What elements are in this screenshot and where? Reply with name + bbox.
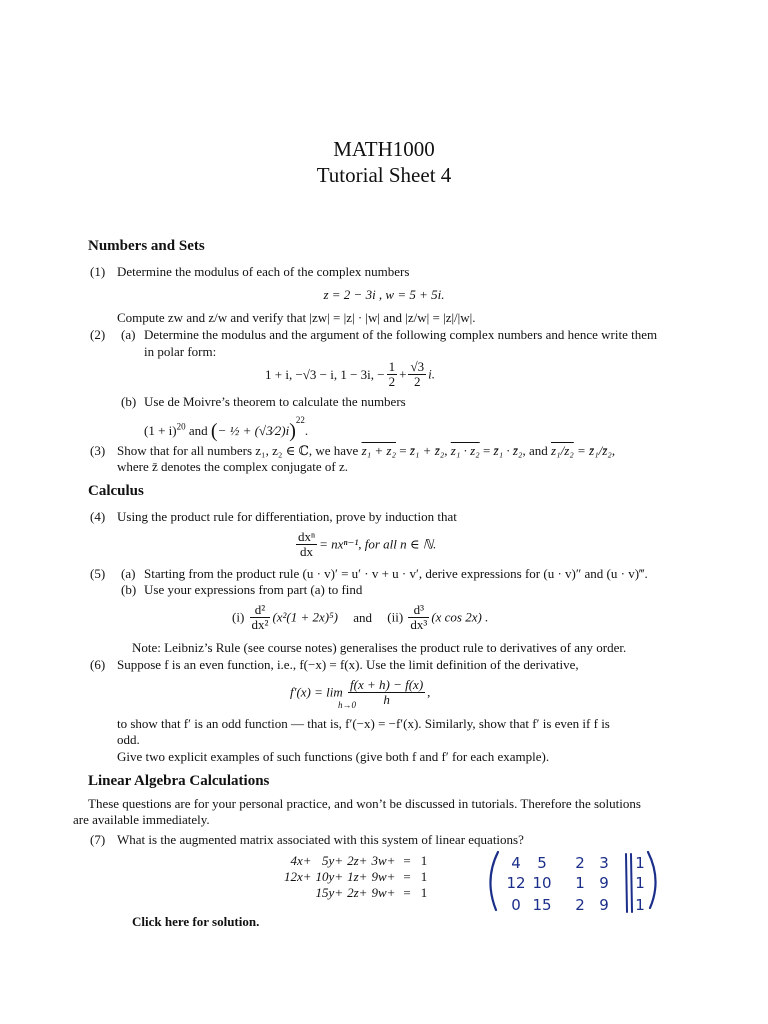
derivative-definition: [290, 678, 430, 707]
fraction: [348, 678, 425, 707]
term: 3w+: [371, 853, 396, 868]
question-1-compute: Compute zw and z/w and verify that |zw| = |z| · |w| and |z/w| = |z|/|w|.: [117, 310, 476, 325]
term: 2z+: [347, 853, 368, 868]
question-6-text: Suppose f is an even function, i.e., f(−x) = f(x). Use the limit definition of the derivative,: [117, 657, 579, 672]
exponent: 20: [176, 421, 186, 432]
question-number: (6): [90, 657, 106, 672]
fraction-denominator: h: [383, 692, 390, 707]
sheet-title: Tutorial Sheet 4: [316, 163, 452, 187]
handwritten-cell: 9: [599, 896, 609, 914]
question-5b-expressions: [232, 603, 488, 632]
solution-link[interactable]: Click here for solution.: [132, 914, 260, 929]
fraction-denominator: dx²: [251, 617, 269, 632]
fraction: [387, 360, 398, 389]
subpart-label: (a): [121, 327, 136, 342]
fraction-denominator: dx: [300, 544, 314, 559]
question-7-text: What is the augmented matrix associated with this system of linear equations?: [117, 832, 524, 847]
question-3-text: Show that for all numbers z₁, z₂ ∈ ℂ, we have z₁ + z₂ = z̄₁ + z̄₂, z₁ · z₂ = z̄₁ · z̄₂, and z₁/z₂ = z̄₁/z̄₂,: [117, 443, 616, 458]
equals: =: [403, 885, 411, 900]
equation-row: [282, 869, 429, 885]
fraction-numerator: 1: [388, 359, 396, 374]
imaginary-unit: i.: [428, 366, 435, 382]
question-3-intro: Show that for all numbers z₁, z₂ ∈ ℂ, we have: [117, 443, 359, 458]
handwritten-cell: 1: [635, 896, 645, 914]
handwritten-cell: 0: [511, 896, 521, 914]
fraction: [250, 603, 271, 632]
product-of-conjugates: z̄₁ · z̄₂: [493, 443, 523, 458]
left-paren-stroke: [490, 852, 498, 910]
term: 9w+: [371, 885, 396, 900]
question-number: (4): [90, 509, 106, 524]
equation-rhs: = nxⁿ⁻¹, for all n ∈ ℕ.: [319, 536, 437, 552]
linalg-intro-cont: are available immediately.: [73, 812, 210, 827]
question-number: (7): [90, 832, 106, 847]
limit-subscript: h→0: [338, 700, 356, 710]
handwritten-cell: 9: [599, 874, 609, 892]
question-2a-numbers: 1 + i, −√3 − i, 1 − 3i, −: [265, 366, 385, 382]
term: [282, 885, 314, 901]
rhs: 1: [420, 869, 428, 884]
handwritten-cell: 15: [532, 896, 552, 914]
section-heading-numbers: Numbers and Sets: [88, 238, 205, 254]
fraction-numerator: dxⁿ: [298, 529, 316, 544]
handwritten-cell: 3: [599, 854, 609, 872]
right-paren-stroke: [648, 852, 656, 908]
question-number: (2): [90, 327, 106, 342]
item-label: (i): [232, 609, 245, 625]
conjugate-product: z₁ · z₂: [450, 443, 480, 458]
sheet-course-code: MATH1000: [333, 137, 435, 161]
equals: =: [399, 443, 410, 458]
section-heading-calculus: Calculus: [88, 483, 144, 499]
question-number: (3): [90, 443, 106, 458]
conjugate-quotient: z₁/z₂: [551, 443, 574, 458]
handwritten-cell: 10: [532, 874, 552, 892]
term: 4x+: [290, 853, 312, 868]
term: 9w+: [371, 869, 396, 884]
question-2a-text: Determine the modulus and the argument of the following complex numbers and hence write them: [144, 327, 658, 342]
handwritten-cell: 12: [506, 874, 526, 892]
comma: ,: [427, 684, 431, 700]
subpart-label: (a): [121, 566, 136, 581]
question-number: (1): [90, 264, 106, 279]
question-5b-text: Use your expressions from part (a) to find: [144, 582, 363, 597]
handwritten-cell: 2: [575, 896, 585, 914]
expr-1-plus-i: (1 + i): [144, 423, 177, 438]
handwritten-augmented-matrix: [480, 846, 670, 916]
subpart-label: (b): [121, 394, 137, 409]
augment-bar-stroke: [626, 854, 627, 912]
handwritten-cell: 1: [575, 874, 585, 892]
section-heading-linalg: Linear Algebra Calculations: [88, 773, 270, 789]
fraction-denominator: 2: [388, 374, 396, 389]
question-2a-equation: [265, 360, 435, 389]
expression-ii: (x cos 2x) .: [431, 609, 489, 625]
question-2b-equation: $(1 + i)^{20}$ and (− ½ + (√3⁄2)i)$^{22}$.: [144, 415, 309, 442]
and-word: and: [353, 609, 373, 625]
linalg-intro: These questions are for your personal practice, and won’t be discussed in tutorials. Therefore the solutions: [88, 796, 641, 811]
handwritten-cell: 2: [575, 854, 585, 872]
question-1-equation: z = 2 − 3i , w = 5 + 5i.: [323, 287, 445, 302]
question-2b-text: Use de Moivre’s theorem to calculate the numbers: [144, 394, 406, 409]
fraction-numerator: f(x + h) − f(x): [350, 677, 424, 692]
term: 15y+: [315, 885, 344, 900]
fraction: [408, 360, 426, 389]
question-6-text-2: to show that f′ is an odd function — that is, f′(−x) = −f′(x). Similarly, show that f′ is even if f is: [117, 716, 610, 731]
subpart-label: (b): [121, 582, 137, 597]
conjugate-sum: z₁ + z₂: [361, 443, 396, 458]
augment-bar-stroke: [631, 854, 632, 912]
question-2a-text-cont: in polar form:: [144, 344, 217, 359]
handwritten-cells: [506, 854, 644, 914]
rhs: 1: [420, 853, 428, 868]
question-5a-text: Starting from the product rule (u · v)′ = u′ · v + u · v′, derive expressions for (u · v)″ and (u · v)‴.: [144, 566, 648, 581]
handwritten-cell: 5: [537, 854, 547, 872]
sum-of-conjugates: z̄₁ + z̄₂: [409, 443, 445, 458]
and-word: and: [185, 423, 211, 438]
fraction: [408, 603, 429, 632]
fraction-numerator: √3: [410, 359, 425, 374]
question-number: (5): [90, 566, 106, 581]
expr-inner: − ½ + (√3⁄2)i: [217, 423, 290, 438]
equation-row: [282, 853, 429, 869]
linear-system: [282, 853, 429, 901]
question-4-equation: [294, 530, 436, 559]
term: 2z+: [347, 885, 368, 900]
rhs: 1: [420, 885, 428, 900]
derivative-lhs: f′(x) = lim: [290, 684, 343, 700]
fraction-denominator: 2: [414, 374, 421, 389]
quotient-of-conjugates: = z̄₁/z̄₂,: [577, 443, 616, 458]
fraction-denominator: dx³: [410, 617, 428, 632]
equals: =: [403, 869, 411, 884]
term: 5y+: [322, 853, 344, 868]
fraction-numerator: d³: [408, 603, 429, 618]
item-label: (ii): [387, 609, 404, 625]
equals: =: [403, 853, 411, 868]
expression-i: (x²(1 + 2x)⁵): [272, 609, 338, 625]
question-6-text-3: odd.: [117, 732, 140, 747]
equation-row: [282, 885, 429, 901]
fraction-numerator: d²: [250, 603, 271, 618]
leibniz-note: Note: Leibniz’s Rule (see course notes) generalises the product rule to derivatives of any order.: [132, 640, 627, 655]
term: 1z+: [347, 869, 368, 884]
term: 12x+: [284, 869, 312, 884]
period: .: [304, 423, 309, 438]
question-1-text: Determine the modulus of each of the complex numbers: [117, 264, 410, 279]
fraction: [296, 530, 317, 559]
term: 10y+: [315, 869, 344, 884]
handwritten-cell: 1: [635, 874, 645, 892]
handwritten-cell: 4: [511, 854, 521, 872]
handwritten-cell: 1: [635, 854, 645, 872]
plus-sign: +: [399, 366, 407, 382]
question-4-text: Using the product rule for differentiation, prove by induction that: [117, 509, 457, 524]
exponent: 22: [295, 415, 305, 425]
question-3-text-cont: where z̄ denotes the complex conjugate of z.: [117, 459, 349, 474]
question-6-text-4: Give two explicit examples of such functions (give both f and f′ for each example).: [117, 749, 550, 764]
